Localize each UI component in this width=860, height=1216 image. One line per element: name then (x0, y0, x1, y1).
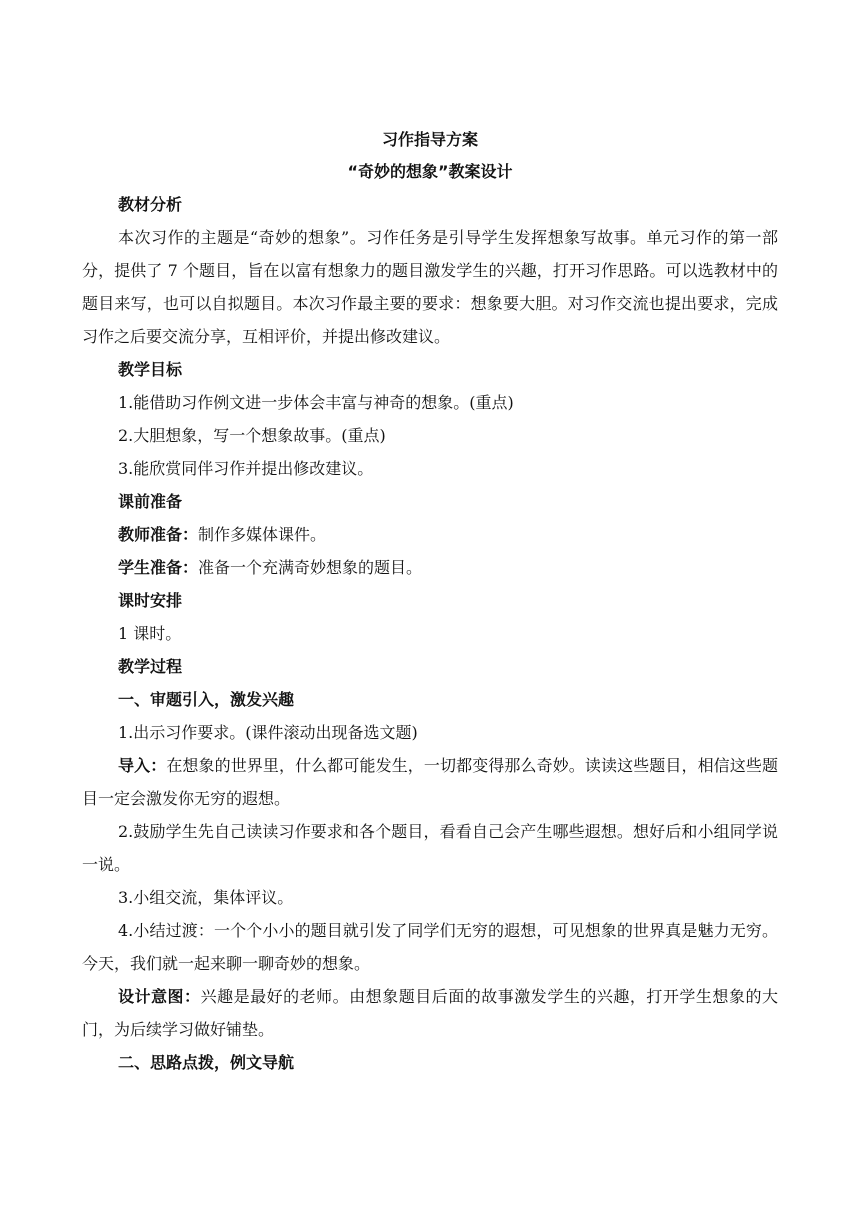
intro-label: 导入： (118, 756, 167, 775)
prep-heading: 课前准备 (118, 492, 183, 511)
student-prep-label: 学生准备： (118, 558, 199, 577)
goals-heading: 教学目标 (118, 360, 183, 379)
intro-text: 在想象的世界里，什么都可能发生，一切都变得那么奇妙。读读这些题目，相信这些题目一定会激发你无穷的遐想。 (82, 756, 778, 808)
design-text: 兴趣是最好的老师。由想象题目后面的故事激发学生的兴趣，打开学生想象的大门，为后续学习做好铺垫。 (82, 987, 778, 1039)
teacher-prep-label: 教师准备： (118, 525, 199, 544)
part2-heading: 二、思路点拨，例文导航 (118, 1053, 295, 1072)
process-heading: 教学过程 (118, 657, 183, 676)
document-title: 习作指导方案 (381, 130, 478, 149)
student-prep-text: 准备一个充满奇妙想象的题目。 (198, 558, 423, 577)
goal-item-1: 1.能借助习作例文进一步体会丰富与神奇的想象。(重点) (118, 393, 514, 412)
document-subtitle: “奇妙的想象”教案设计 (347, 162, 513, 181)
step-3: 3.小组交流，集体评议。 (118, 888, 294, 907)
student-prep (82, 551, 778, 584)
step-4: 4.小结过渡：一个个小小的题目就引发了同学们无穷的遐想，可见想象的世界真是魅力无穷。今天，我们就一起来聊一聊奇妙的想象。 (82, 921, 778, 973)
design-label: 设计意图： (118, 987, 201, 1006)
step-2: 2.鼓励学生先自己读读习作要求和各个题目，看看自己会产生哪些遐想。想好后和小组同学说一说。 (82, 822, 778, 874)
goal-item-3: 3.能欣赏同伴习作并提出修改建议。 (118, 459, 374, 478)
document-page (82, 124, 778, 1079)
part1-heading: 一、审题引入，激发兴趣 (118, 690, 295, 709)
intro-paragraph (82, 749, 778, 815)
teacher-prep (82, 518, 778, 551)
teacher-prep-text: 制作多媒体课件。 (198, 525, 327, 544)
schedule-heading: 课时安排 (118, 591, 183, 610)
schedule-text: 1 课时。 (118, 624, 182, 643)
goal-item-2: 2.大胆想象，写一个想象故事。(重点) (118, 426, 386, 445)
design-intent (82, 980, 778, 1046)
analysis-heading: 教材分析 (118, 195, 183, 214)
step-1: 1.出示习作要求。(课件滚动出现备选文题) (118, 723, 418, 742)
analysis-paragraph: 本次习作的主题是“奇妙的想象”。习作任务是引导学生发挥想象写故事。单元习作的第一部分，提供了 7 个题目，旨在以富有想象力的题目激发学生的兴趣，打开习作思路。可以选教材中的题目来写，也可以自拟题目。本次习作最主要的要求：想象要大胆。对习作交流也提出要求，完成习作之后要交流分享，互相评价，并提出修改建议。 (82, 228, 778, 346)
